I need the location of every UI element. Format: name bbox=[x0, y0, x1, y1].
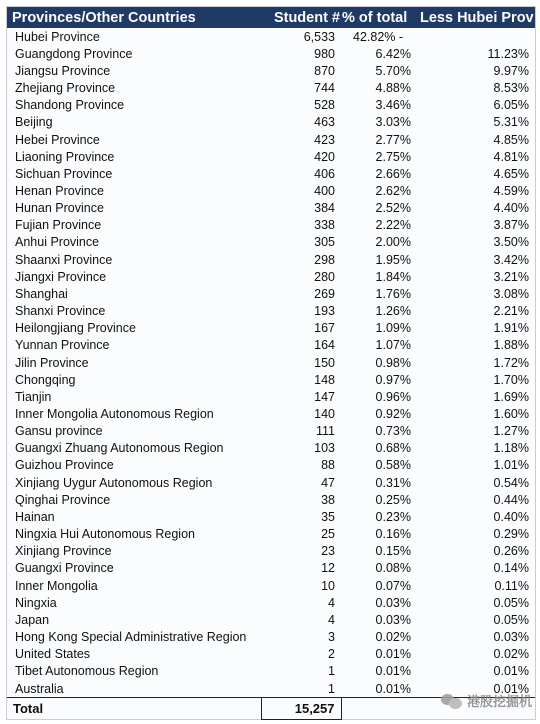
row-students: 193 bbox=[314, 304, 335, 319]
header-row bbox=[7, 7, 535, 28]
row-percent: 3.46% bbox=[375, 98, 411, 113]
row-students: 164 bbox=[314, 338, 335, 353]
row-students: 338 bbox=[314, 218, 335, 233]
row-percent: 0.98% bbox=[375, 355, 411, 370]
row-less-hubei: 0.03% bbox=[493, 630, 529, 645]
row-name: Xinjiang Uygur Autonomous Region bbox=[15, 475, 213, 490]
row-percent: 0.73% bbox=[375, 424, 411, 439]
row-less-hubei: 1.88% bbox=[493, 338, 529, 353]
row-percent: 1.09% bbox=[375, 321, 411, 336]
row-percent: 0.01% bbox=[375, 681, 411, 696]
table-row bbox=[7, 423, 535, 440]
row-students: 463 bbox=[314, 115, 335, 130]
row-name: Yunnan Province bbox=[15, 338, 110, 353]
row-name: Hubei Province bbox=[15, 29, 100, 44]
table-row bbox=[7, 594, 535, 611]
row-name: Fujian Province bbox=[15, 218, 102, 233]
row-percent: 0.15% bbox=[375, 544, 411, 559]
row-students: 6,533 bbox=[303, 29, 335, 44]
row-percent: 0.16% bbox=[375, 527, 411, 542]
row-percent: 0.92% bbox=[375, 407, 411, 422]
row-students: 23 bbox=[321, 544, 335, 559]
table-row bbox=[7, 268, 535, 285]
row-less-hubei: 0.14% bbox=[493, 561, 529, 576]
row-name: Xinjiang Province bbox=[15, 544, 112, 559]
row-name: Henan Province bbox=[15, 183, 104, 198]
row-percent: 1.84% bbox=[375, 269, 411, 284]
row-percent: 0.08% bbox=[375, 561, 411, 576]
header-less-hubei: Less Hubei Prov bbox=[417, 7, 535, 28]
row-name: Zhejiang Province bbox=[15, 81, 116, 96]
row-less-hubei: 1.60% bbox=[493, 407, 529, 422]
row-students: 305 bbox=[314, 235, 335, 250]
row-name: Hebei Province bbox=[15, 132, 100, 147]
row-name: Guizhou Province bbox=[15, 458, 114, 473]
table-row bbox=[7, 79, 535, 96]
total-label: Total bbox=[7, 698, 261, 720]
row-students: 744 bbox=[314, 81, 335, 96]
row-name: Hunan Province bbox=[15, 201, 104, 216]
row-percent: 3.03% bbox=[375, 115, 411, 130]
table-row bbox=[7, 577, 535, 594]
row-less-hubei: 0.05% bbox=[493, 612, 529, 627]
row-students: 3 bbox=[328, 630, 335, 645]
row-percent: 6.42% bbox=[375, 46, 411, 61]
row-name: Shandong Province bbox=[15, 98, 125, 113]
row-name: Hong Kong Special Administrative Region bbox=[15, 630, 247, 645]
row-less-hubei: 4.65% bbox=[493, 166, 529, 181]
row-percent: 0.31% bbox=[375, 475, 411, 490]
row-less-hubei bbox=[417, 28, 535, 45]
row-students: 420 bbox=[314, 149, 335, 164]
row-name: Inner Mongolia bbox=[15, 578, 98, 593]
row-less-hubei: 11.23% bbox=[487, 46, 529, 61]
watermark bbox=[441, 691, 532, 710]
row-name: Jilin Province bbox=[15, 355, 89, 370]
row-name: Anhui Province bbox=[15, 235, 100, 250]
table-row bbox=[7, 457, 535, 474]
students-by-province-table bbox=[7, 7, 535, 720]
row-name: United States bbox=[15, 647, 91, 662]
row-percent: 2.22% bbox=[375, 218, 411, 233]
table-row bbox=[7, 45, 535, 62]
row-name: Tibet Autonomous Region bbox=[15, 664, 159, 679]
table-row bbox=[7, 474, 535, 491]
row-less-hubei: 1.18% bbox=[493, 441, 529, 456]
table-row bbox=[7, 200, 535, 217]
row-less-hubei: 3.08% bbox=[493, 286, 529, 301]
row-percent: 1.26% bbox=[375, 304, 411, 319]
row-students: 88 bbox=[321, 458, 335, 473]
row-name: Tianjin bbox=[15, 389, 52, 404]
row-percent: 2.75% bbox=[375, 149, 411, 164]
table-row bbox=[7, 388, 535, 405]
row-less-hubei: 4.40% bbox=[493, 201, 529, 216]
row-less-hubei: 0.29% bbox=[493, 527, 529, 542]
row-students: 269 bbox=[314, 286, 335, 301]
row-less-hubei: 0.11% bbox=[494, 578, 529, 593]
wechat-icon bbox=[441, 693, 463, 709]
table-row bbox=[7, 131, 535, 148]
table-row bbox=[7, 440, 535, 457]
row-less-hubei: 3.42% bbox=[493, 252, 529, 267]
row-less-hubei: 3.87% bbox=[493, 218, 529, 233]
total-students: 15,257 bbox=[261, 698, 341, 720]
row-students: 140 bbox=[314, 407, 335, 422]
row-students: 103 bbox=[314, 441, 335, 456]
row-students: 12 bbox=[321, 561, 335, 576]
row-name: Shanghai bbox=[15, 286, 68, 301]
table-row bbox=[7, 182, 535, 199]
row-percent: 0.96% bbox=[375, 389, 411, 404]
table-row bbox=[7, 508, 535, 525]
row-percent: 1.07% bbox=[375, 338, 411, 353]
row-students: 280 bbox=[314, 269, 335, 284]
row-less-hubei: 1.69% bbox=[493, 389, 529, 404]
row-percent: 0.25% bbox=[375, 492, 411, 507]
table-row bbox=[7, 165, 535, 182]
table-row bbox=[7, 543, 535, 560]
row-percent: 2.77% bbox=[375, 132, 411, 147]
row-students: 870 bbox=[314, 63, 335, 78]
row-name: Australia bbox=[15, 681, 64, 696]
row-less-hubei: 0.44% bbox=[493, 492, 529, 507]
row-percent: 0.03% bbox=[375, 595, 411, 610]
row-less-hubei: 1.70% bbox=[493, 372, 529, 387]
row-students: 423 bbox=[314, 132, 335, 147]
row-less-hubei: 4.85% bbox=[493, 132, 529, 147]
row-less-hubei: 4.59% bbox=[493, 183, 529, 198]
table-row bbox=[7, 114, 535, 131]
row-less-hubei: 0.40% bbox=[493, 509, 529, 524]
row-students: 38 bbox=[321, 492, 335, 507]
row-less-hubei: 0.05% bbox=[493, 595, 529, 610]
row-students: 35 bbox=[321, 509, 335, 524]
row-students: 148 bbox=[314, 372, 335, 387]
table-row bbox=[7, 560, 535, 577]
row-percent: 4.88% bbox=[375, 81, 411, 96]
row-percent: 2.52% bbox=[375, 201, 411, 216]
row-name: Inner Mongolia Autonomous Region bbox=[15, 407, 214, 422]
row-percent: 0.01% bbox=[375, 664, 411, 679]
total-pct-empty bbox=[341, 698, 417, 720]
row-percent: 0.58% bbox=[375, 458, 411, 473]
row-students: 4 bbox=[328, 612, 335, 627]
row-students: 2 bbox=[328, 647, 335, 662]
row-less-hubei: 1.72% bbox=[493, 355, 529, 370]
row-percent: 42.82% - bbox=[353, 29, 404, 44]
table-row bbox=[7, 217, 535, 234]
table-row bbox=[7, 303, 535, 320]
row-percent: 0.97% bbox=[375, 372, 411, 387]
row-name: Japan bbox=[15, 612, 50, 627]
table-row bbox=[7, 663, 535, 680]
row-name: Hainan bbox=[15, 509, 55, 524]
row-students: 147 bbox=[314, 389, 335, 404]
row-percent: 0.02% bbox=[375, 630, 411, 645]
table-row bbox=[7, 354, 535, 371]
row-less-hubei: 0.01% bbox=[493, 681, 529, 696]
row-name: Shanxi Province bbox=[15, 304, 106, 319]
row-less-hubei: 5.31% bbox=[493, 115, 529, 130]
table-row bbox=[7, 251, 535, 268]
row-students: 406 bbox=[314, 166, 335, 181]
row-students: 384 bbox=[314, 201, 335, 216]
row-percent: 0.07% bbox=[375, 578, 411, 593]
row-students: 980 bbox=[314, 46, 335, 61]
row-percent: 0.03% bbox=[375, 612, 411, 627]
row-students: 528 bbox=[314, 98, 335, 113]
table-row bbox=[7, 405, 535, 422]
header-percent-total: % of total bbox=[341, 7, 417, 28]
row-less-hubei: 0.26% bbox=[493, 544, 529, 559]
row-name: Guangxi Province bbox=[15, 561, 114, 576]
row-percent: 1.95% bbox=[375, 252, 411, 267]
table-row bbox=[7, 611, 535, 628]
row-less-hubei: 8.53% bbox=[493, 81, 529, 96]
table-row bbox=[7, 337, 535, 354]
row-students: 47 bbox=[321, 475, 335, 490]
watermark-text: 港股挖掘机 bbox=[466, 694, 532, 709]
row-less-hubei: 9.97% bbox=[493, 63, 529, 78]
row-students: 4 bbox=[328, 595, 335, 610]
table-row bbox=[7, 62, 535, 79]
row-name: Liaoning Province bbox=[15, 149, 115, 164]
table-row bbox=[7, 491, 535, 508]
row-name: Heilongjiang Province bbox=[15, 321, 136, 336]
row-students: 167 bbox=[314, 321, 335, 336]
row-name: Guangxi Zhuang Autonomous Region bbox=[15, 441, 224, 456]
row-name: Gansu province bbox=[15, 424, 103, 439]
table-row bbox=[7, 526, 535, 543]
table-row bbox=[7, 148, 535, 165]
row-students: 1 bbox=[328, 681, 335, 696]
row-percent: 0.23% bbox=[375, 509, 411, 524]
row-percent: 0.68% bbox=[375, 441, 411, 456]
header-provinces: Provinces/Other Countries bbox=[7, 7, 261, 28]
table-row bbox=[7, 234, 535, 251]
header-student-count: Student # bbox=[261, 7, 341, 28]
row-less-hubei: 0.54% bbox=[493, 475, 529, 490]
table-row bbox=[7, 371, 535, 388]
row-less-hubei: 6.05% bbox=[493, 98, 529, 113]
row-name: Ningxia Hui Autonomous Region bbox=[15, 527, 195, 542]
row-less-hubei: 3.21% bbox=[493, 269, 529, 284]
row-name: Jiangsu Province bbox=[15, 63, 111, 78]
row-students: 25 bbox=[321, 527, 335, 542]
row-students: 400 bbox=[314, 183, 335, 198]
table-row bbox=[7, 320, 535, 337]
row-percent: 0.01% bbox=[375, 647, 411, 662]
row-name: Jiangxi Province bbox=[15, 269, 107, 284]
row-percent: 2.62% bbox=[375, 183, 411, 198]
row-less-hubei: 2.21% bbox=[493, 304, 529, 319]
row-less-hubei: 3.50% bbox=[493, 235, 529, 250]
table-row bbox=[7, 28, 535, 45]
row-less-hubei: 4.81% bbox=[493, 149, 529, 164]
row-name: Qinghai Province bbox=[15, 492, 111, 507]
table-row bbox=[7, 628, 535, 645]
row-students: 150 bbox=[314, 355, 335, 370]
row-name: Chongqing bbox=[15, 372, 76, 387]
row-percent: 5.70% bbox=[375, 63, 411, 78]
row-less-hubei: 0.02% bbox=[493, 647, 529, 662]
row-percent: 1.76% bbox=[375, 286, 411, 301]
row-students: 111 bbox=[315, 424, 335, 439]
row-less-hubei: 1.01% bbox=[493, 458, 529, 473]
row-less-hubei: 0.01% bbox=[493, 664, 529, 679]
row-percent: 2.00% bbox=[375, 235, 411, 250]
row-percent: 2.66% bbox=[375, 166, 411, 181]
row-students: 1 bbox=[328, 664, 335, 679]
row-less-hubei: 1.91% bbox=[493, 321, 529, 336]
row-name: Shaanxi Province bbox=[15, 252, 113, 267]
row-students: 298 bbox=[314, 252, 335, 267]
row-name: Beijing bbox=[15, 115, 53, 130]
row-name: Ningxia bbox=[15, 595, 57, 610]
row-name: Sichuan Province bbox=[15, 166, 113, 181]
row-students: 10 bbox=[321, 578, 335, 593]
table-row bbox=[7, 646, 535, 663]
row-less-hubei: 1.27% bbox=[493, 424, 529, 439]
spreadsheet-table-container bbox=[6, 6, 536, 720]
table-row bbox=[7, 97, 535, 114]
table-row bbox=[7, 285, 535, 302]
row-name: Guangdong Province bbox=[15, 46, 133, 61]
